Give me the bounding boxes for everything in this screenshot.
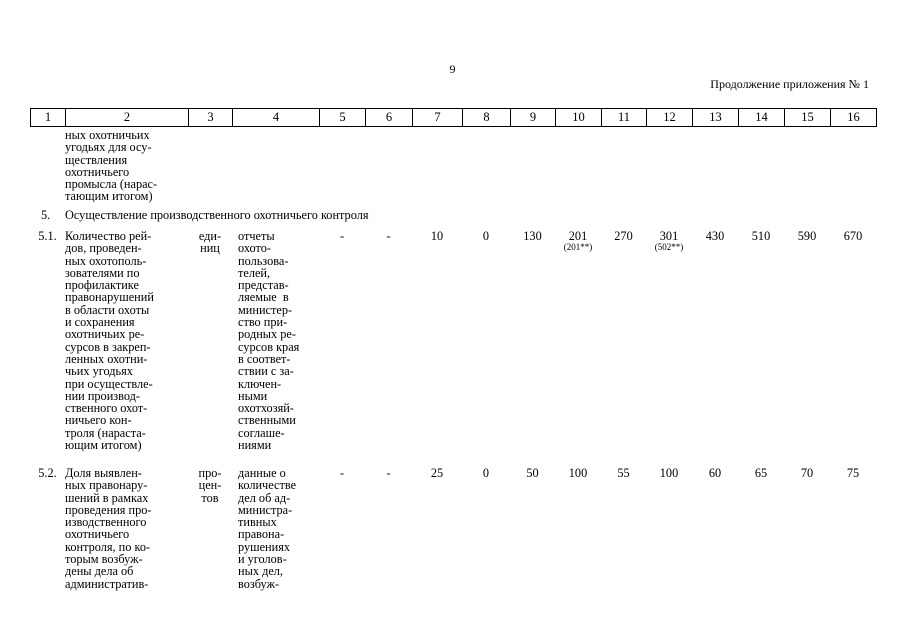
value-col9: 130 xyxy=(523,229,542,243)
value-col6: - xyxy=(386,466,391,480)
indicator-name: ных охотничьих угодьях для осу- ществления охотничьего промысла (нарас- тающим итогом) xyxy=(65,128,158,204)
footnote-value: (502**) xyxy=(654,242,684,253)
column-header-15: 15 xyxy=(785,109,831,127)
value-col11: 270 xyxy=(614,229,633,243)
row-number: 5.2. xyxy=(38,466,57,480)
value-col11: 55 xyxy=(617,466,630,480)
value-col6: - xyxy=(386,229,391,243)
value-col14: 510 xyxy=(751,229,771,243)
column-header-6: 6 xyxy=(366,109,413,127)
section-title: Осуществление производственного охотничьего контроля xyxy=(65,208,369,222)
column-header-1: 1 xyxy=(31,109,66,127)
unit: еди- ниц xyxy=(198,229,222,256)
value-col16: 75 xyxy=(846,466,860,480)
indicator-name: Доля выявлен- ных правонару- шений в рамках проведения про- изводственного охотничьего контроля, по ко- торым возбуж- дены дела об административ- xyxy=(65,466,152,591)
value-col7: 25 xyxy=(430,466,444,480)
value-col10: 100 xyxy=(568,466,588,480)
column-header-7: 7 xyxy=(413,109,463,127)
value-col15: 590 xyxy=(797,229,817,243)
value-col5: - xyxy=(339,466,345,480)
indicator-name: Количество рей- дов, проведен- ных охотополь- зователями по профилактике правонарушений в области охоты и сохранения охотничьих ре- сурсов в закреп- ленных охотни- чьих угодьях при осуществле- нии производ- ственного охот- ничьего кон- троля (нараста- ющим итогом) xyxy=(65,229,154,453)
column-number-header xyxy=(30,108,877,127)
value-col9: 50 xyxy=(526,466,539,480)
section-number: 5. xyxy=(41,208,51,222)
value-col15: 70 xyxy=(800,466,814,480)
column-header-12: 12 xyxy=(647,109,693,127)
data-source: данные о количестве дел об ад- министра- тивных правона- рушениях и уголов- ных дел, возбуж- xyxy=(238,466,297,591)
column-header-9: 9 xyxy=(511,109,556,127)
value-col5: - xyxy=(339,229,345,243)
value-col8: 0 xyxy=(482,466,490,480)
column-header-10: 10 xyxy=(556,109,602,127)
column-header-13: 13 xyxy=(693,109,739,127)
column-header-16: 16 xyxy=(831,109,877,127)
section-heading xyxy=(30,209,369,222)
continuation-label: Продолжение приложения № 1 xyxy=(710,77,869,91)
footnote-value: (201**) xyxy=(563,242,593,253)
column-header-2: 2 xyxy=(66,109,189,127)
page-number: 9 xyxy=(449,62,456,76)
value-col12: 100 xyxy=(659,466,679,480)
column-header-8: 8 xyxy=(463,109,511,127)
column-header-14: 14 xyxy=(739,109,785,127)
continued-row xyxy=(30,129,876,203)
value-col13: 60 xyxy=(708,466,722,480)
unit: про- цен- тов xyxy=(198,466,222,505)
value-col7: 10 xyxy=(430,229,444,243)
table-row-5-2 xyxy=(30,467,876,590)
table-row-5-1 xyxy=(30,230,876,451)
value-col14: 65 xyxy=(754,466,768,480)
column-header-5: 5 xyxy=(320,109,366,127)
column-header-4: 4 xyxy=(233,109,320,127)
value-col16: 670 xyxy=(843,229,863,243)
value: 201 xyxy=(568,229,588,243)
row-number: 5.1. xyxy=(38,229,57,243)
column-header-11: 11 xyxy=(602,109,647,127)
value-col13: 430 xyxy=(705,229,725,243)
data-source: отчеты охото- пользова- телей, представ- ляемые в министер- ство при- родных ре- сурсов края в соответ- ствии с за- ключен- ными охотхозяй- ственными соглаше- ниями xyxy=(238,229,300,453)
value-col8: 0 xyxy=(482,229,490,243)
value: 301 xyxy=(659,229,679,243)
value-col12 xyxy=(646,230,692,451)
column-header-3: 3 xyxy=(189,109,233,127)
value-col10 xyxy=(555,230,601,451)
